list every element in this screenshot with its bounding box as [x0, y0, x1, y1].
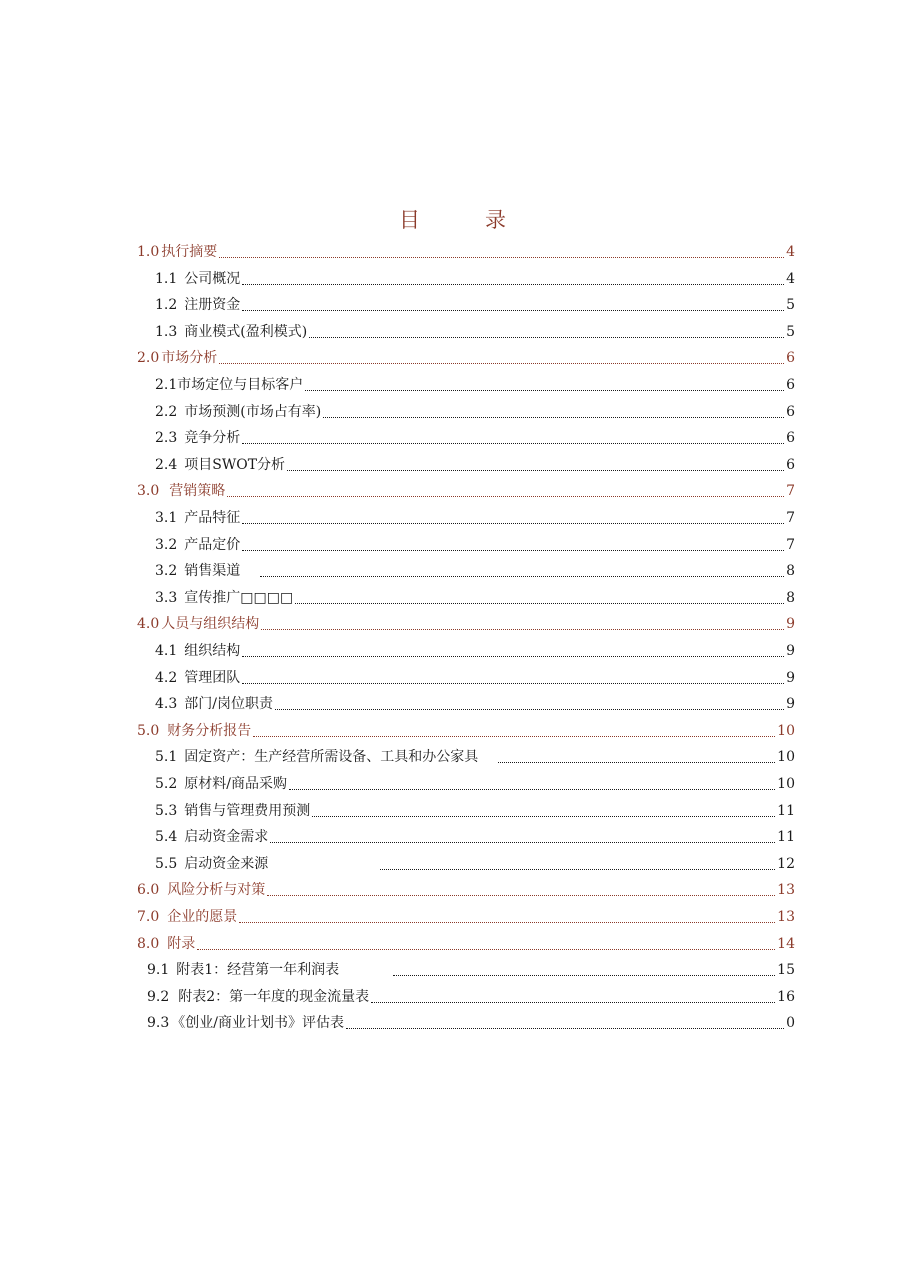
dot-leader	[287, 470, 784, 471]
toc-entry-page: 10	[777, 776, 795, 792]
dot-leader	[289, 789, 775, 790]
dot-leader	[275, 709, 784, 710]
toc-entry-number: 8.0	[137, 936, 160, 952]
toc-entry[interactable]	[155, 373, 795, 397]
toc-entry-number: 3.3	[155, 590, 178, 606]
toc-entry-title: 宣传推广□□□□	[184, 590, 294, 606]
toc-entry-page: 13	[777, 882, 795, 898]
dot-leader	[227, 496, 784, 497]
toc-entry-number: 2.2	[155, 404, 178, 420]
toc-entry[interactable]	[147, 958, 795, 982]
toc-entry-page: 11	[777, 803, 795, 819]
toc-entry-page: 6	[786, 430, 795, 446]
toc-entry-page: 13	[777, 909, 795, 925]
toc-entry-title: 竞争分析	[184, 430, 241, 446]
toc-entry-number: 4.3	[155, 696, 178, 712]
dot-leader	[380, 869, 775, 870]
toc-entry-title: 产品定价	[184, 537, 241, 553]
toc-entry[interactable]	[155, 772, 795, 796]
toc-entry[interactable]	[155, 745, 795, 769]
toc-entry-page: 16	[777, 989, 795, 1005]
toc-entry-page: 9	[786, 616, 795, 632]
toc-entry-title: 附录	[167, 936, 196, 952]
toc-entry[interactable]	[155, 559, 795, 583]
toc-entry-number: 5.2	[155, 776, 178, 792]
toc-entry[interactable]	[147, 985, 795, 1009]
toc-entry-title: 销售渠道	[184, 563, 241, 579]
toc-entry-title: 项目SWOT分析	[184, 457, 286, 473]
dot-leader	[219, 257, 784, 258]
toc-entry-page: 10	[777, 749, 795, 765]
toc-entry-number: 9.3	[147, 1015, 170, 1031]
toc-entry-title: 营销策略	[169, 483, 226, 499]
dot-leader	[323, 417, 784, 418]
toc-entry-title: 风险分析与对策	[167, 882, 266, 898]
toc-entry-title: 人员与组织结构	[161, 616, 260, 632]
toc-entry-title: 部门/岗位职责	[184, 696, 273, 712]
toc-entry-title: 财务分析报告	[167, 723, 252, 739]
toc-entry-number: 5.1	[155, 749, 178, 765]
toc-entry[interactable]	[137, 905, 795, 929]
toc-entry[interactable]	[155, 400, 795, 424]
dot-leader	[309, 337, 784, 338]
toc-entry-title: 《创业/商业计划书》评估表	[171, 1015, 344, 1031]
dot-leader	[242, 284, 784, 285]
toc-entry-page: 7	[786, 483, 795, 499]
toc-entry-page: 11	[777, 829, 795, 845]
toc-entry-number: 4.2	[155, 670, 178, 686]
toc-entry-title: 管理团队	[184, 670, 241, 686]
toc-entry-page: 6	[786, 377, 795, 393]
dot-leader	[242, 310, 784, 311]
toc-entry-page: 9	[786, 696, 795, 712]
dot-leader	[261, 629, 784, 630]
toc-entry-page: 15	[777, 962, 795, 978]
toc-entry-number: 5.5	[155, 856, 178, 872]
toc-entry-number: 2.4	[155, 457, 178, 473]
dot-leader	[219, 363, 784, 364]
dot-leader	[242, 656, 784, 657]
toc-entry-page: 6	[786, 350, 795, 366]
toc-entry-title: 固定资产：生产经营所需设备、工具和办公家具	[184, 749, 479, 765]
toc-entry-number: 5.4	[155, 829, 178, 845]
toc-entry-page: 8	[786, 563, 795, 579]
toc-entry[interactable]	[137, 346, 795, 370]
toc-entry-number: 9.2	[147, 989, 170, 1005]
toc-entry[interactable]	[155, 293, 795, 317]
dot-leader	[260, 576, 784, 577]
toc-entry[interactable]	[155, 825, 795, 849]
toc-entry-number: 2.3	[155, 430, 178, 446]
dot-leader	[267, 895, 775, 896]
toc-entry-page: 14	[777, 936, 795, 952]
toc-entry-page: 5	[786, 297, 795, 313]
dot-leader	[346, 1028, 784, 1029]
toc-entry-title: 附表2：第一年度的现金流量表	[178, 989, 370, 1005]
dot-leader	[239, 922, 775, 923]
toc-entry-page: 12	[777, 856, 795, 872]
toc-entry-number: 2.1	[155, 377, 178, 393]
toc-entry-number: 1.0	[137, 244, 160, 260]
toc-entry[interactable]	[137, 932, 795, 956]
toc-title: 目 录	[399, 208, 528, 232]
toc-entry-number: 1.2	[155, 297, 178, 313]
toc-entry-title: 启动资金来源	[184, 856, 269, 872]
toc-entry-title: 商业模式(盈利模式)	[184, 324, 308, 340]
dot-leader	[295, 603, 784, 604]
toc-entry-number: 5.3	[155, 803, 178, 819]
toc-entry-page: 5	[786, 324, 795, 340]
toc-entry-title: 执行摘要	[161, 244, 218, 260]
toc-entry-title: 产品特征	[184, 510, 241, 526]
toc-entry-page: 10	[777, 723, 795, 739]
toc-entry-title: 原材料/商品采购	[184, 776, 287, 792]
toc-entry-page: 7	[786, 537, 795, 553]
toc-entry-number: 6.0	[137, 882, 160, 898]
dot-leader	[270, 842, 775, 843]
toc-entry-title: 销售与管理费用预测	[184, 803, 311, 819]
toc-entry[interactable]	[155, 533, 795, 557]
toc-entry-page: 6	[786, 457, 795, 473]
toc-entry[interactable]	[137, 479, 795, 503]
toc-entry-title: 组织结构	[184, 643, 241, 659]
toc-entry[interactable]	[155, 506, 795, 530]
toc-entry-page: 6	[786, 404, 795, 420]
toc-entry-number: 9.1	[147, 962, 170, 978]
toc-entry-title: 市场预测(市场占有率)	[184, 404, 322, 420]
toc-entry-title: 注册资金	[184, 297, 241, 313]
toc-entry-number: 3.1	[155, 510, 178, 526]
toc-entry[interactable]	[155, 852, 795, 876]
toc-entry[interactable]	[155, 426, 795, 450]
toc-entry-number: 1.3	[155, 324, 178, 340]
toc-entry[interactable]	[137, 878, 795, 902]
toc-entry[interactable]	[155, 639, 795, 663]
dot-leader	[253, 736, 775, 737]
dot-leader	[242, 550, 784, 551]
toc-entry-title: 市场定位与目标客户	[177, 377, 304, 393]
dot-leader	[242, 523, 784, 524]
toc-entry-title: 附表1：经营第一年利润表	[176, 962, 340, 978]
dot-leader	[197, 949, 775, 950]
dot-leader	[371, 1002, 775, 1003]
toc-entry[interactable]	[155, 267, 795, 291]
toc-entry[interactable]	[155, 320, 795, 344]
toc-entry[interactable]	[137, 612, 795, 636]
toc-entry[interactable]	[155, 666, 795, 690]
dot-leader	[393, 975, 775, 976]
toc-entry[interactable]	[155, 692, 795, 716]
toc-entry-number: 7.0	[137, 909, 160, 925]
dot-leader	[312, 816, 775, 817]
toc-entry-number: 4.1	[155, 643, 178, 659]
toc-entry[interactable]	[137, 719, 795, 743]
toc-entry-page: 4	[786, 244, 795, 260]
toc-entry-number: 3.0	[137, 483, 160, 499]
toc-entry-page: 9	[786, 643, 795, 659]
toc-entry[interactable]	[155, 586, 795, 610]
dot-leader	[242, 443, 784, 444]
toc-entry-number: 3.2	[155, 563, 178, 579]
dot-leader	[242, 683, 784, 684]
toc-entry-page: 0	[786, 1015, 795, 1031]
toc-entry-page: 9	[786, 670, 795, 686]
toc-entry-page: 7	[786, 510, 795, 526]
toc-entry[interactable]	[137, 240, 795, 264]
toc-entry-title: 启动资金需求	[184, 829, 269, 845]
toc-entry[interactable]	[155, 453, 795, 477]
toc-entry-title: 公司概况	[184, 271, 241, 287]
toc-entry[interactable]	[155, 799, 795, 823]
toc-entry-number: 4.0	[137, 616, 160, 632]
toc-entry-number: 5.0	[137, 723, 160, 739]
toc-entry-title: 市场分析	[161, 350, 218, 366]
toc-entry-number: 1.1	[155, 271, 178, 287]
dot-leader	[498, 762, 775, 763]
dot-leader	[305, 390, 784, 391]
toc-entry-number: 3.2	[155, 537, 178, 553]
toc-entry-page: 4	[786, 271, 795, 287]
toc-entry[interactable]	[147, 1011, 795, 1035]
toc-entry-page: 8	[786, 590, 795, 606]
toc-entry-title: 企业的愿景	[167, 909, 238, 925]
toc-entry-number: 2.0	[137, 350, 160, 366]
